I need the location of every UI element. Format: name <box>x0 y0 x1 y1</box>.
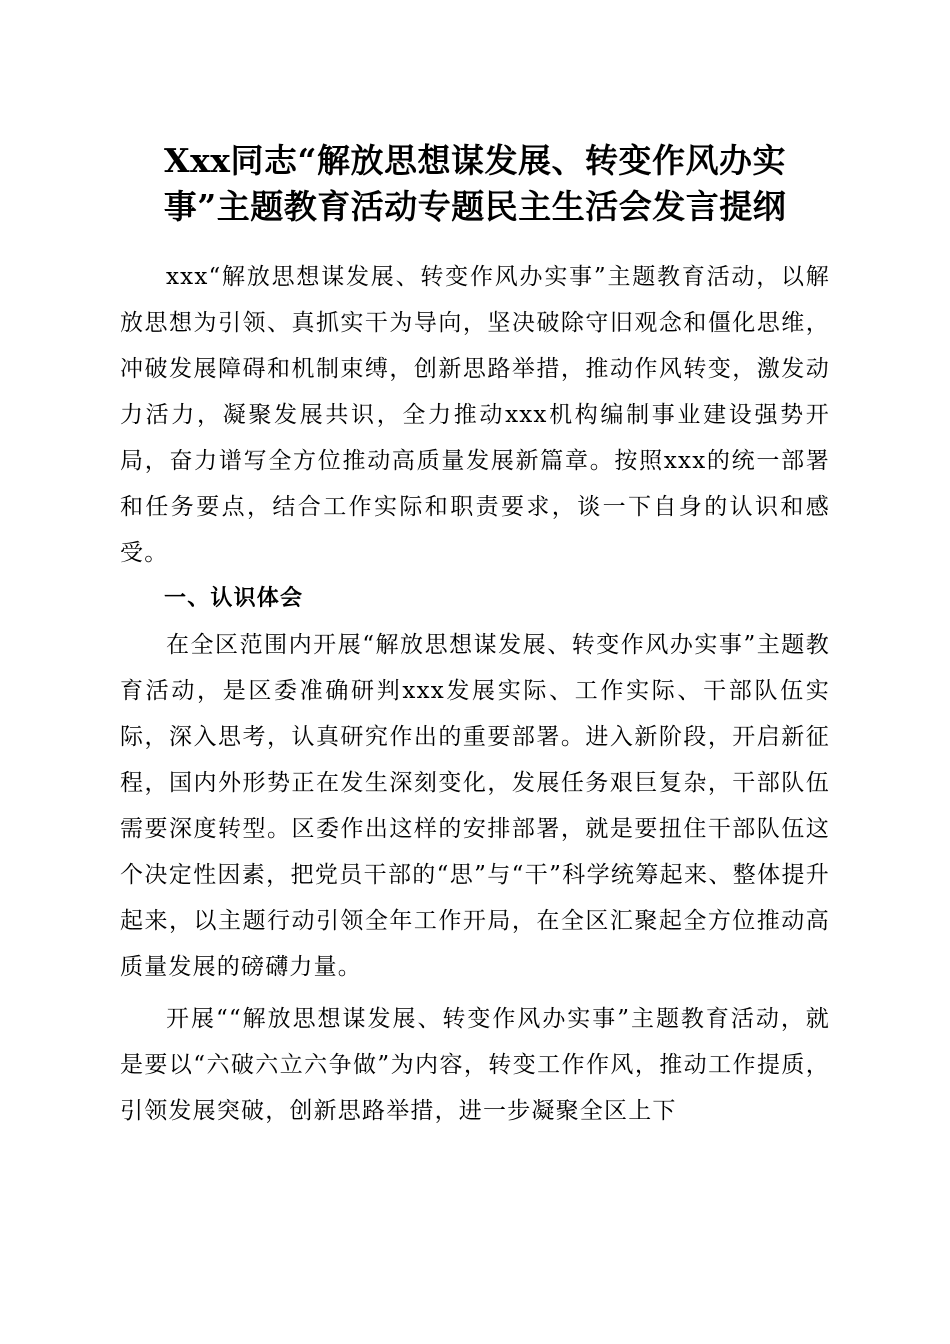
section-1-paragraph-1: 在全区范围内开展“解放思想谋发展、转变作风办实事”主题教育活动，是区委准确研判xxx发展实际、工作实际、干部队伍实际，深入思考，认真研究作出的重要部署。进入新阶段，开启新征程，国内外形势正在发生深刻变化，发展任务艰巨复杂，干部队伍需要深度转型。区委作出这样的安排部署，就是要扭住干部队伍这个决定性因素，把党员干部的“思”与“干”科学统筹起来、整体提升起来，以主题行动引领全年工作开局，在全区汇聚起全方位推动高质量发展的磅礴力量。 <box>120 632 830 980</box>
document-title <box>120 138 830 230</box>
section-1-paragraph-2: 开展““解放思想谋发展、转变作风办实事”主题教育活动，就是要以“六破六立六争做”为内容，转变工作作风，推动工作提质，引领发展突破，创新思路举措，进一步凝聚全区上下 <box>120 1006 830 1124</box>
intro-paragraph: xxx“解放思想谋发展、转变作风办实事”主题教育活动，以解放思想为引领、真抓实干为导向，坚决破除守旧观念和僵化思维，冲破发展障碍和机制束缚，创新思路举措，推动作风转变，激发动力活力，凝聚发展共识，全力推动xxx机构编制事业建设强势开局，奋力谱写全方位推动高质量发展新篇章。按照xxx的统一部署和任务要点，结合工作实际和职责要求，谈一下自身的认识和感受。 <box>120 264 830 566</box>
document-body <box>120 254 830 1134</box>
title-line-2: 事”主题教育活动专题民主生活会发言提纲 <box>163 187 787 226</box>
section-heading-1: 一、认识体会 <box>164 586 304 611</box>
title-line-1: Xxx同志“解放思想谋发展、转变作风办实 <box>164 141 786 180</box>
